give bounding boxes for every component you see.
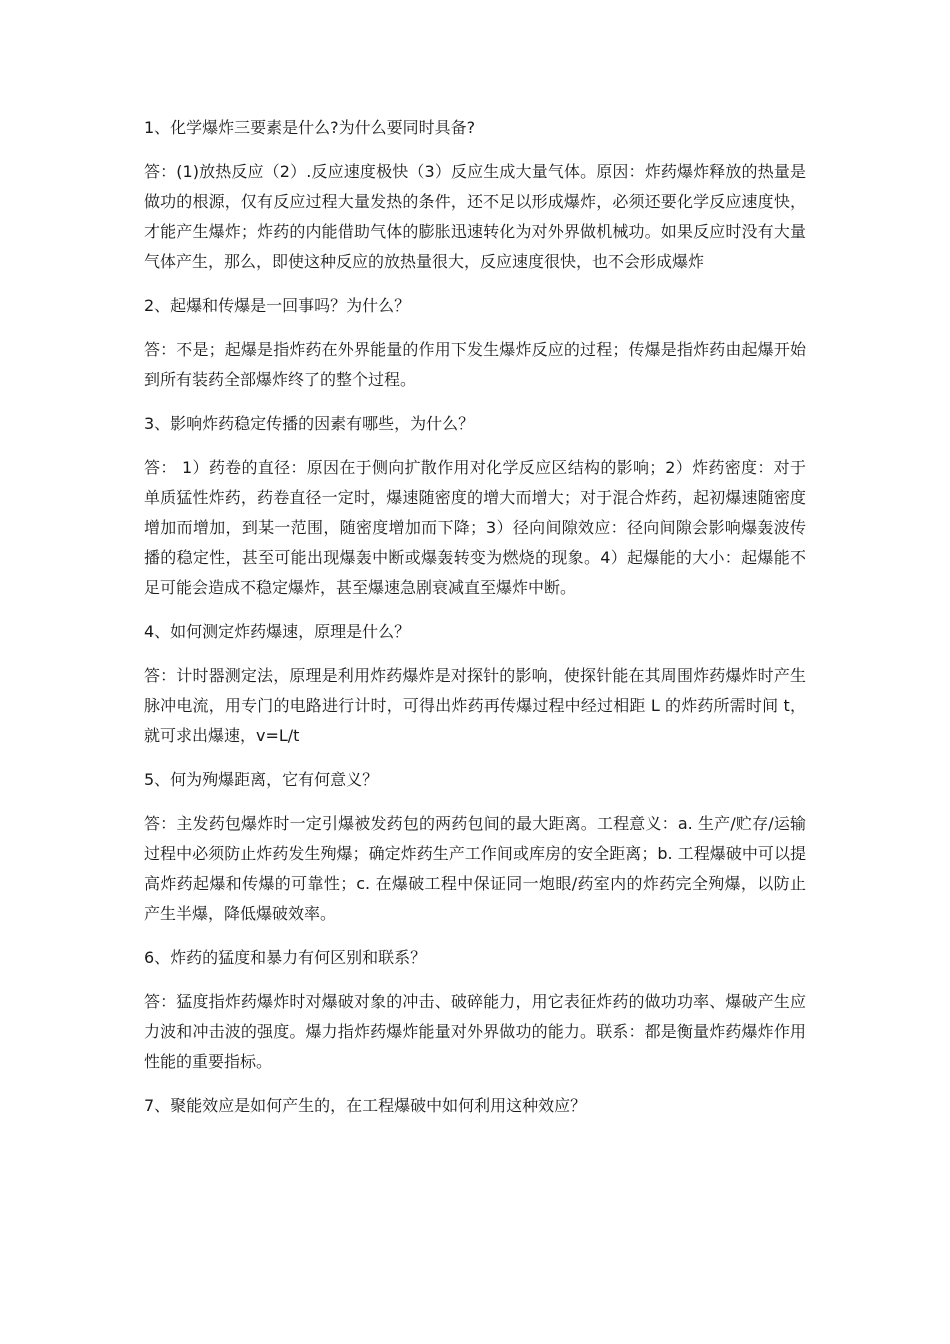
question-5: 5、何为殉爆距离，它有何意义？ [144, 770, 379, 789]
answer-5: 答：主发药包爆炸时一定引爆被发药包的两药包间的最大距离。工程意义：a. 生产/贮存/运输过程中必须防止炸药发生殉爆；确定炸药生产工作间或库房的安全距离；b. 工程爆破中可以提高炸药起爆和传爆的可靠性；c. 在爆破工程中保证同一炮眼/药室内的炸药完全殉爆，以防止产生半爆，降低爆破效率。 [144, 814, 806, 923]
qa-list [144, 113, 806, 1135]
question-4: 4、如何测定炸药爆速，原理是什么？ [144, 622, 411, 641]
answer-4: 答：计时器测定法，原理是利用炸药爆炸是对探针的影响，使探针能在其周围炸药爆炸时产生脉冲电流，用专门的电路进行计时，可得出炸药再传爆过程中经过相距 L 的炸药所需时间 t，就可求出爆速，v=L/t [144, 666, 806, 745]
question-1: 1、化学爆炸三要素是什么?为什么要同时具备? [144, 118, 476, 137]
answer-1: 答：(1)放热反应（2）.反应速度极快（3）反应生成大量气体。原因：炸药爆炸释放的热量是做功的根源，仅有反应过程大量发热的条件，还不足以形成爆炸，必须还要化学反应速度快，才能产生爆炸；炸药的内能借助气体的膨胀迅速转化为对外界做机械功。如果反应时没有大量气体产生，那么，即使这种反应的放热量很大，反应速度很快，也不会形成爆炸 [144, 162, 806, 271]
question-7: 7、聚能效应是如何产生的，在工程爆破中如何利用这种效应？ [144, 1096, 587, 1115]
question-2: 2、起爆和传爆是一回事吗？为什么？ [144, 296, 411, 315]
answer-6: 答：猛度指炸药爆炸时对爆破对象的冲击、破碎能力，用它表征炸药的做功功率、爆破产生应力波和冲击波的强度。爆力指炸药爆炸能量对外界做功的能力。联系：都是衡量炸药爆炸作用性能的重要指标。 [144, 992, 806, 1071]
question-3: 3、影响炸药稳定传播的因素有哪些，为什么？ [144, 414, 475, 433]
answer-3: 答： 1）药卷的直径：原因在于侧向扩散作用对化学反应区结构的影响；2）炸药密度：对于单质猛性炸药，药卷直径一定时，爆速随密度的增大而增大；对于混合炸药，起初爆速随密度增加而增加，到某一范围，随密度增加而下降；3）径向间隙效应：径向间隙会影响爆轰波传播的稳定性，甚至可能出现爆轰中断或爆轰转变为燃烧的现象。4）起爆能的大小：起爆能不足可能会造成不稳定爆炸，甚至爆速急剧衰减直至爆炸中断。 [144, 458, 806, 597]
question-6: 6、炸药的猛度和暴力有何区别和联系？ [144, 948, 427, 967]
answer-2: 答：不是；起爆是指炸药在外界能量的作用下发生爆炸反应的过程；传爆是指炸药由起爆开始到所有装药全部爆炸终了的整个过程。 [144, 340, 806, 389]
